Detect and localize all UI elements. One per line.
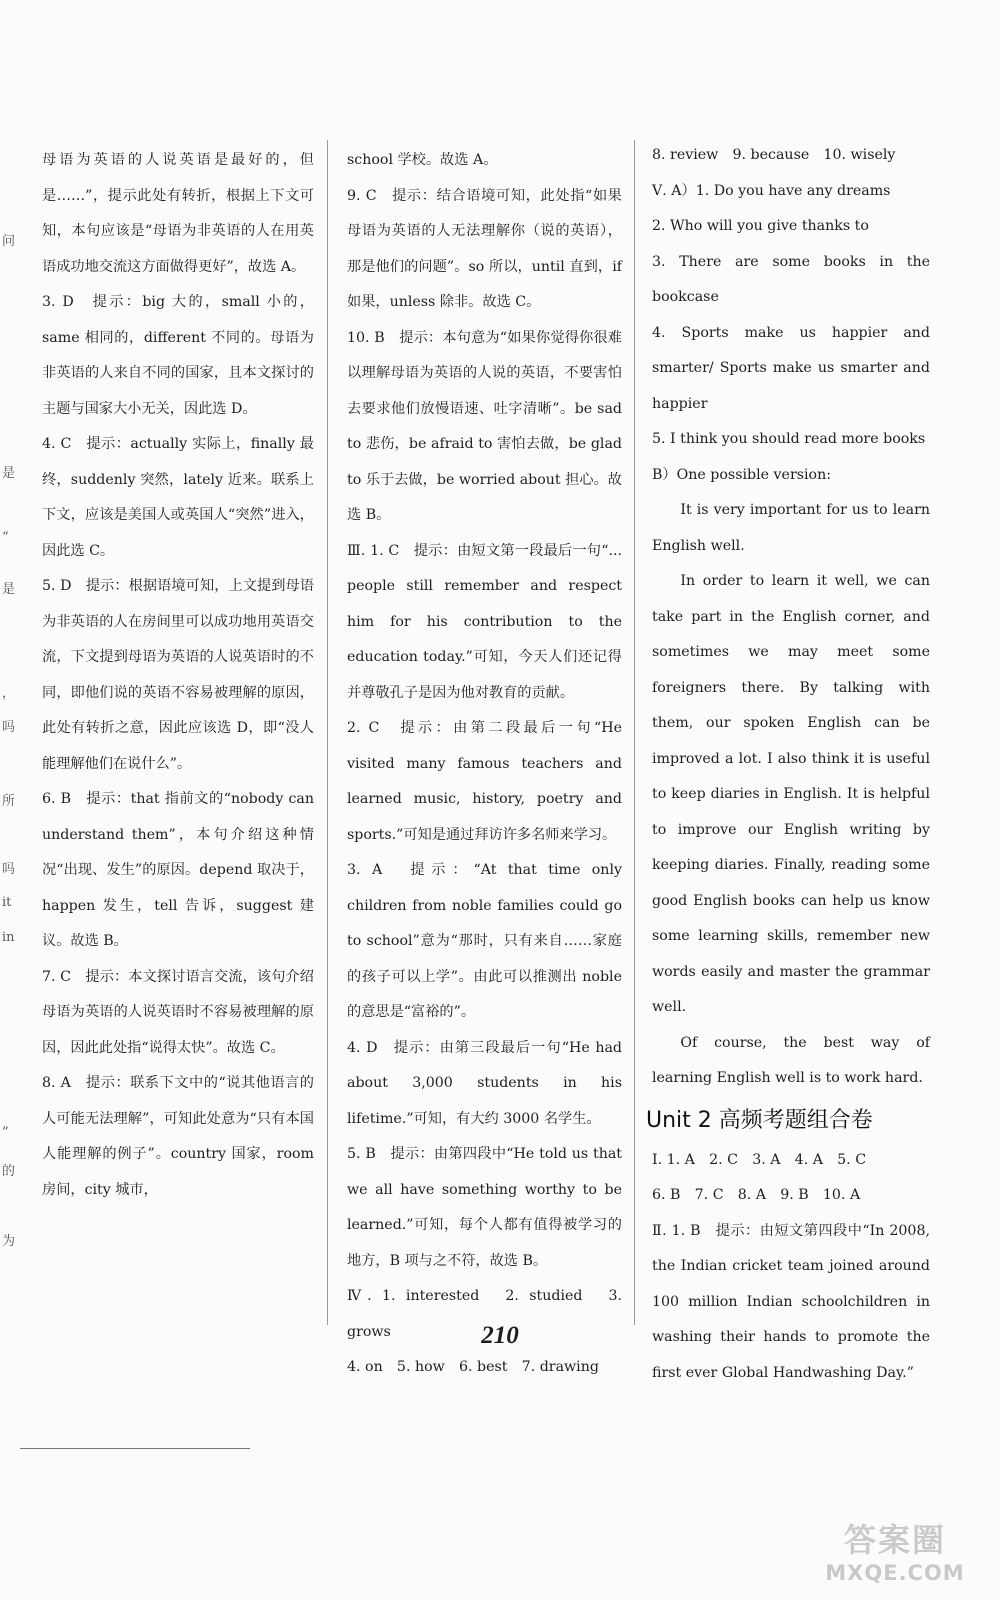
edge-fragment: 是 bbox=[2, 582, 16, 597]
edge-fragment: 为 bbox=[2, 1234, 16, 1249]
answer-paragraph: 2. C 提示：由第二段最后一句“He visited many famous teachers and learned music, history, poetry and sports.”可知是通过拜访许多名师来学习。 bbox=[347, 720, 622, 843]
essay-paragraph: Of course, the best way of learning English well is to work hard. bbox=[652, 1034, 930, 1086]
edge-fragment: in bbox=[2, 930, 15, 945]
answer-paragraph: Ⅰ. 1. A 2. C 3. A 4. A 5. C bbox=[652, 1151, 867, 1168]
answer-paragraph: 母语为英语的人说英语是最好的，但是……”，提示此处有转折，根据上下文可知，本句应该是“母语为非英语的人在用英语成功地交流这方面做得更好”，故选 A。 bbox=[42, 152, 314, 275]
answer-paragraph: Ⅳ. 1. interested 2. studied 3. grows bbox=[347, 1288, 622, 1340]
answer-paragraph: school 学校。故选 A。 bbox=[347, 152, 498, 168]
answer-paragraph: 7. C 提示：本文探讨语言交流，该句介绍母语为英语的人说英语时不容易被理解的原因，因此此处指“说得太快”。故选 C。 bbox=[42, 968, 314, 1056]
footer-rule bbox=[20, 1448, 250, 1449]
essay-paragraph: In order to learn it well, we can take part in the English corner, and sometimes we may meet some foreigners there. By talking with them, our spoken English can be improved a lot. I also think it is useful to keep diaries in English. It is helpful to improve our English writing by keeping diaries. Finally, reading some good English books can help us know some learning skills, remember new words easily and master the grammar well. bbox=[652, 573, 930, 1015]
answer-paragraph: 4. Sports make us happier and smarter/ Sports make us smarter and happier bbox=[652, 324, 930, 412]
essay-paragraph: It is very important for us to learn English well. bbox=[652, 502, 930, 554]
answer-paragraph: Ⅴ. A）1. Do you have any dreams bbox=[652, 182, 891, 199]
answer-paragraph: 5. D 提示：根据语境可知，上文提到母语为非英语的人在房间里可以成功地用英语交流，下文提到母语为英语的人说英语时的不同，即他们说的英语不容易被理解的原因，此处有转折之意，因此应该选 D，即“没人能理解他们在说什么”。 bbox=[42, 578, 314, 772]
edge-fragment: 吗 bbox=[2, 720, 16, 735]
answer-paragraph: 8. A 提示：联系下文中的“说其他语言的人可能无法理解”，可知此处意为“只有本国人能理解的例子”。country 国家，room 房间，city 城市， bbox=[42, 1075, 314, 1198]
edge-fragment: it bbox=[2, 895, 12, 910]
answer-paragraph: 6. B 提示：that 指前文的“nobody can understand them”，本句介绍这种情况“出现、发生”的原因。depend 取决于，happen 发生，tell 告诉，suggest 建议。故选 B。 bbox=[42, 791, 314, 949]
edge-fragment: “ bbox=[2, 530, 9, 545]
edge-fragment: 问 bbox=[2, 234, 16, 249]
answer-paragraph: 4. on 5. how 6. best 7. drawing bbox=[347, 1359, 599, 1375]
answer-paragraph: 4. C 提示：actually 实际上，finally 最终，suddenly 突然，lately 近来。联系上下文，应该是美国人或英国人“突然”进入，因此选 C。 bbox=[42, 436, 314, 559]
edge-fragment: 吗 bbox=[2, 862, 16, 877]
edge-fragment: 所 bbox=[2, 794, 16, 809]
answer-paragraph: 2. Who will you give thanks to bbox=[652, 218, 869, 234]
edge-fragment: 是 bbox=[2, 466, 16, 481]
answer-column-1 bbox=[42, 143, 314, 1208]
page-number: 210 bbox=[481, 1322, 519, 1349]
unit-title: Unit 2 高频考题组合卷 bbox=[646, 1107, 873, 1133]
column-divider-1 bbox=[327, 140, 328, 1325]
watermark-text: 答案圈 bbox=[843, 1521, 946, 1559]
answer-paragraph: 3. D 提示：big 大的，small 小的，same 相同的，different 不同的。母语为非英语的人来自不同的国家，且本文探讨的主题与国家大小无关，因此选 D。 bbox=[42, 294, 314, 417]
answer-paragraph: 8. review 9. because 10. wisely bbox=[652, 147, 896, 163]
edge-fragment: ， bbox=[2, 686, 16, 701]
column-divider-2 bbox=[634, 140, 635, 1325]
edge-fragment: 的 bbox=[2, 1164, 16, 1179]
answer-paragraph: 9. C 提示：结合语境可知，此处指“如果母语为英语的人无法理解你（说的英语），那是他们的问题”。so 所以，until 直到，if 如果，unless 除非。故选 C。 bbox=[347, 187, 622, 310]
answer-paragraph: 5. B 提示：由第四段中“He told us that we all have something worthy to be learned.”可知，每个人都有值得被学习的地方，B 项与之不符，故选 B。 bbox=[347, 1146, 622, 1269]
edge-fragment: ” bbox=[2, 1125, 9, 1140]
answer-paragraph: Ⅲ. 1. C 提示：由短文第一段最后一句“... people still remember and respect him for his contribution to the education today.”可知，今天人们还记得并尊敬孔子是因为他对教育的贡献。 bbox=[347, 542, 622, 701]
answer-paragraph: 3. There are some books in the bookcase bbox=[652, 253, 930, 305]
answer-paragraph: 4. D 提示：由第三段最后一句“He had about 3,000 students in his lifetime.”可知，有大约 3000 名学生。 bbox=[347, 1039, 622, 1127]
answer-paragraph: 3. A 提示：“At that time only children from noble families could go to school”意为“那时，只有来自……家庭的孩子可以上学”。由此可以推测出 noble 的意思是“富裕的”。 bbox=[347, 862, 622, 1020]
answer-column-2 bbox=[347, 143, 622, 1386]
answer-paragraph: 5. I think you should read more books bbox=[652, 431, 926, 447]
answer-paragraph: Ⅱ. 1. B 提示：由短文第四段中“In 2008, the Indian cricket team joined around 100 million Indian schoolchildren in washing their hands to promote the first ever Global Handwashing Day.” bbox=[652, 1222, 930, 1381]
answer-paragraph: 6. B 7. C 8. A 9. B 10. A bbox=[652, 1187, 861, 1203]
answer-column-3 bbox=[646, 138, 930, 1391]
answer-paragraph: 10. B 提示：本句意为“如果你觉得你很难以理解母语为英语的人说的英语，不要害怕去要求他们放慢语速、吐字清晰”。be sad to 悲伤，be afraid to 害怕去做，be glad to 乐于去做，be worried about 担心。故选 B。 bbox=[347, 329, 622, 523]
watermark-url: MXQE.COM bbox=[825, 1561, 965, 1585]
watermark-logo bbox=[810, 1515, 980, 1585]
answer-paragraph: B）One possible version: bbox=[652, 466, 832, 483]
